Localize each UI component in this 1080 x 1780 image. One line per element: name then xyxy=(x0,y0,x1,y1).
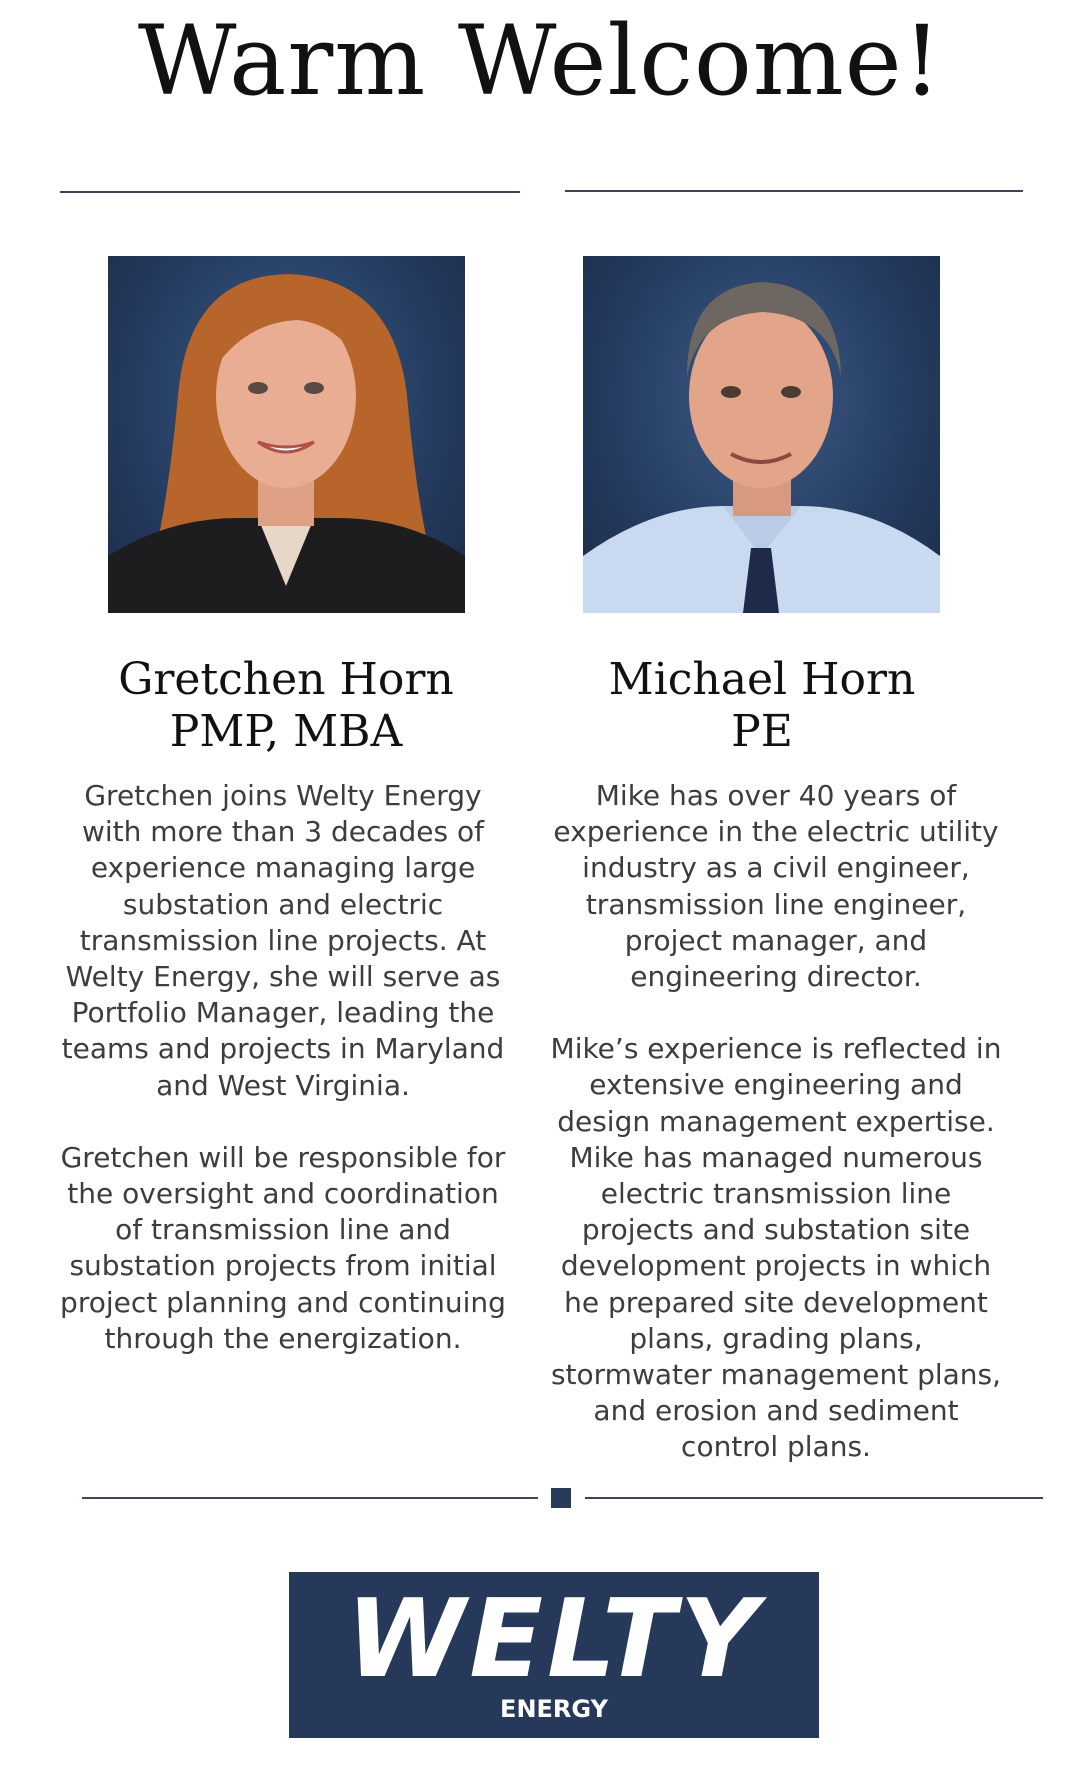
bio-paragraph: Gretchen joins Welty Energy with more than 3 decades of experience managing large substation and electric transmission line projects. At Welty Energy, she will serve as Portfolio Manager, leading the teams and projects in Maryland and West Virginia. xyxy=(61,779,505,1102)
bio-paragraph: Mike’s experience is reflected in extensive engineering and design management expertise. Mike has managed numerous electric transmission line projects and substation site development projects in which he prepared site development plans, grading plans, stormwater management plans, and erosion and sediment control plans. xyxy=(550,1032,1002,1464)
page-title: Warm Welcome! xyxy=(137,5,943,117)
divider-bottom-right xyxy=(585,1497,1043,1499)
profile-name-gretchen xyxy=(56,654,516,758)
logo-wordmark: WELTY xyxy=(346,1577,762,1702)
portrait-michael-horn xyxy=(583,256,940,613)
profile-name-michael xyxy=(532,654,992,758)
profile-credentials: PMP, MBA xyxy=(169,706,403,757)
bio-paragraph: Gretchen will be responsible for the oversight and coordination of transmission line and substation projects from initial project planning and continuing through the energization. xyxy=(60,1140,506,1355)
welty-energy-logo xyxy=(289,1572,819,1738)
profile-bio-gretchen xyxy=(53,778,513,1357)
profile-name: Gretchen Horn xyxy=(118,654,454,705)
profile-bio-michael xyxy=(546,778,1006,1466)
divider-bottom-left xyxy=(82,1497,538,1499)
divider-square-ornament xyxy=(551,1488,571,1508)
divider-top-right xyxy=(565,190,1023,192)
divider-top-left xyxy=(60,191,520,193)
portrait-gretchen-horn xyxy=(108,256,465,613)
bio-paragraph: Mike has over 40 years of experience in the electric utility industry as a civil engineer, transmission line engineer, project manager, and engineering director. xyxy=(553,779,999,994)
profile-name: Michael Horn xyxy=(608,654,916,705)
logo-subtitle: ENERGY xyxy=(500,1695,608,1723)
profile-credentials: PE xyxy=(731,706,793,757)
